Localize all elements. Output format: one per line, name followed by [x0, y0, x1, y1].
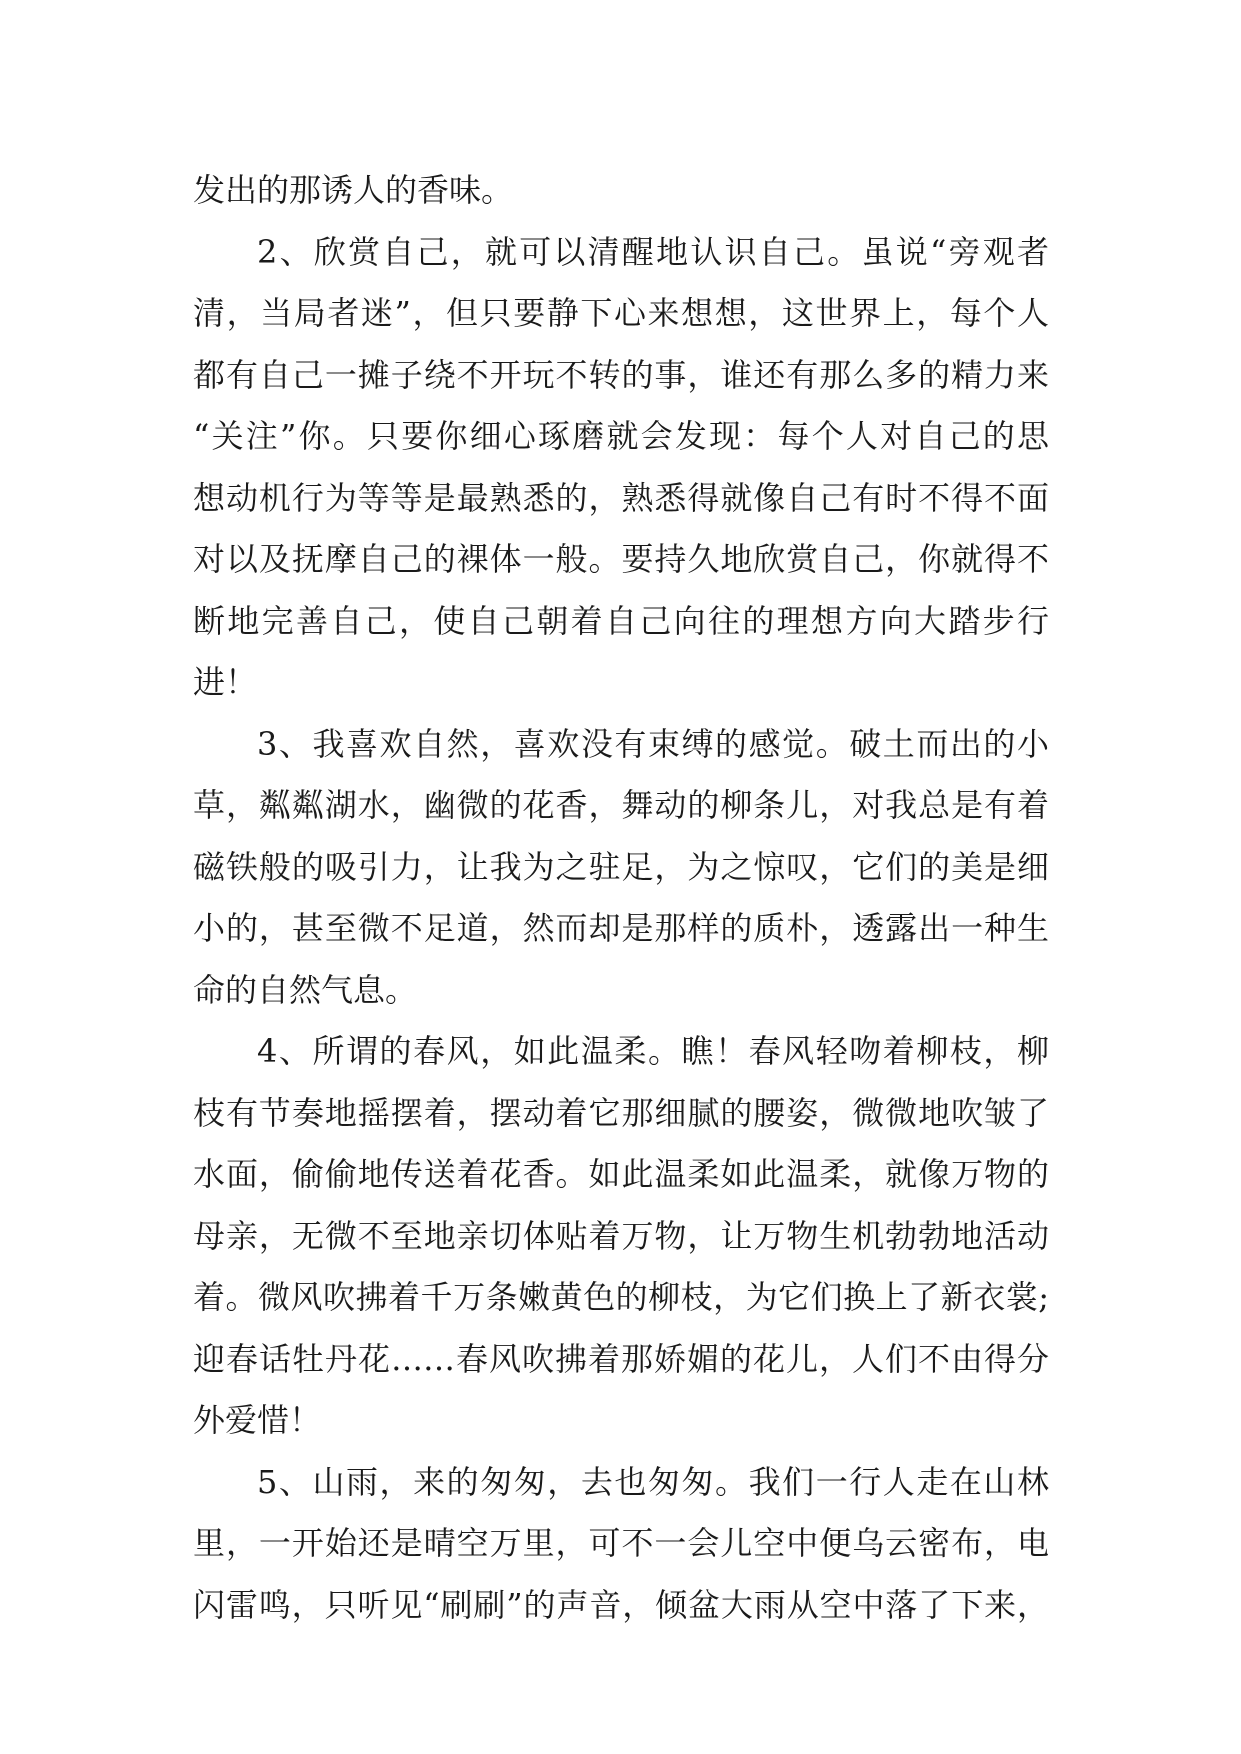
text-line: 想动机行为等等是最熟悉的，熟悉得就像自己有时不得不面: [193, 478, 1049, 517]
text-line: 水面，偷偷地传送着花香。如此温柔如此温柔，就像万物的: [193, 1155, 1049, 1193]
text-line: 断地完善自己，使自己朝着自己向往的理想方向大踏步行: [193, 601, 1049, 640]
text-line: 闪雷鸣，只听见“刷刷”的声音，倾盆大雨从空中落了下来，: [193, 1585, 1049, 1624]
text-line: 4、所谓的春风，如此温柔。瞧！春风轻吻着柳枝，柳: [257, 1032, 1049, 1070]
text-line: 外爱惜！: [193, 1401, 322, 1439]
text-line: 迎春话牡丹花……春风吹拂着那娇媚的花儿，人们不由得分: [193, 1339, 1049, 1378]
text-line: 进！: [193, 663, 258, 701]
text-line: 里，一开始还是晴空万里，可不一会儿空中便乌云密布，电: [193, 1524, 1049, 1562]
text-line: 着。微风吹拂着千万条嫩黄色的柳枝，为它们换上了新衣裳;: [193, 1278, 1049, 1316]
text-line: 对以及抚摩自己的裸体一般。要持久地欣赏自己，你就得不: [193, 540, 1049, 578]
text-line: 发出的那诱人的香味。: [193, 171, 514, 209]
text-line: 枝有节奏地摇摆着，摆动着它那细腻的腰姿，微微地吹皱了: [193, 1093, 1049, 1132]
text-line: 小的，甚至微不足道，然而却是那样的质朴，透露出一种生: [193, 909, 1049, 947]
text-line: 草，粼粼湖水，幽微的花香，舞动的柳条儿，对我总是有着: [193, 786, 1049, 824]
text-line: 命的自然气息。: [193, 970, 418, 1009]
text-line: 母亲，无微不至地亲切体贴着万物，让万物生机勃勃地活动: [193, 1216, 1049, 1255]
text-line: 3、我喜欢自然，喜欢没有束缚的感觉。破土而出的小: [257, 724, 1049, 763]
body-text: [193, 160, 1049, 1636]
text-line: 2、欣赏自己，就可以清醒地认识自己。虽说“旁观者: [257, 232, 1049, 271]
text-line: “关注”你。只要你细心琢磨就会发现：每个人对自己的思: [193, 417, 1049, 455]
text-line: 都有自己一摊子绕不开玩不转的事，谁还有那么多的精力来: [193, 355, 1049, 394]
text-line: 清，当局者迷”，但只要静下心来想想，这世界上，每个人: [193, 294, 1049, 332]
text-line: 磁铁般的吸引力，让我为之驻足，为之惊叹，它们的美是细: [193, 847, 1049, 886]
text-line: 5、山雨，来的匆匆，去也匆匆。我们一行人走在山林: [257, 1462, 1049, 1501]
